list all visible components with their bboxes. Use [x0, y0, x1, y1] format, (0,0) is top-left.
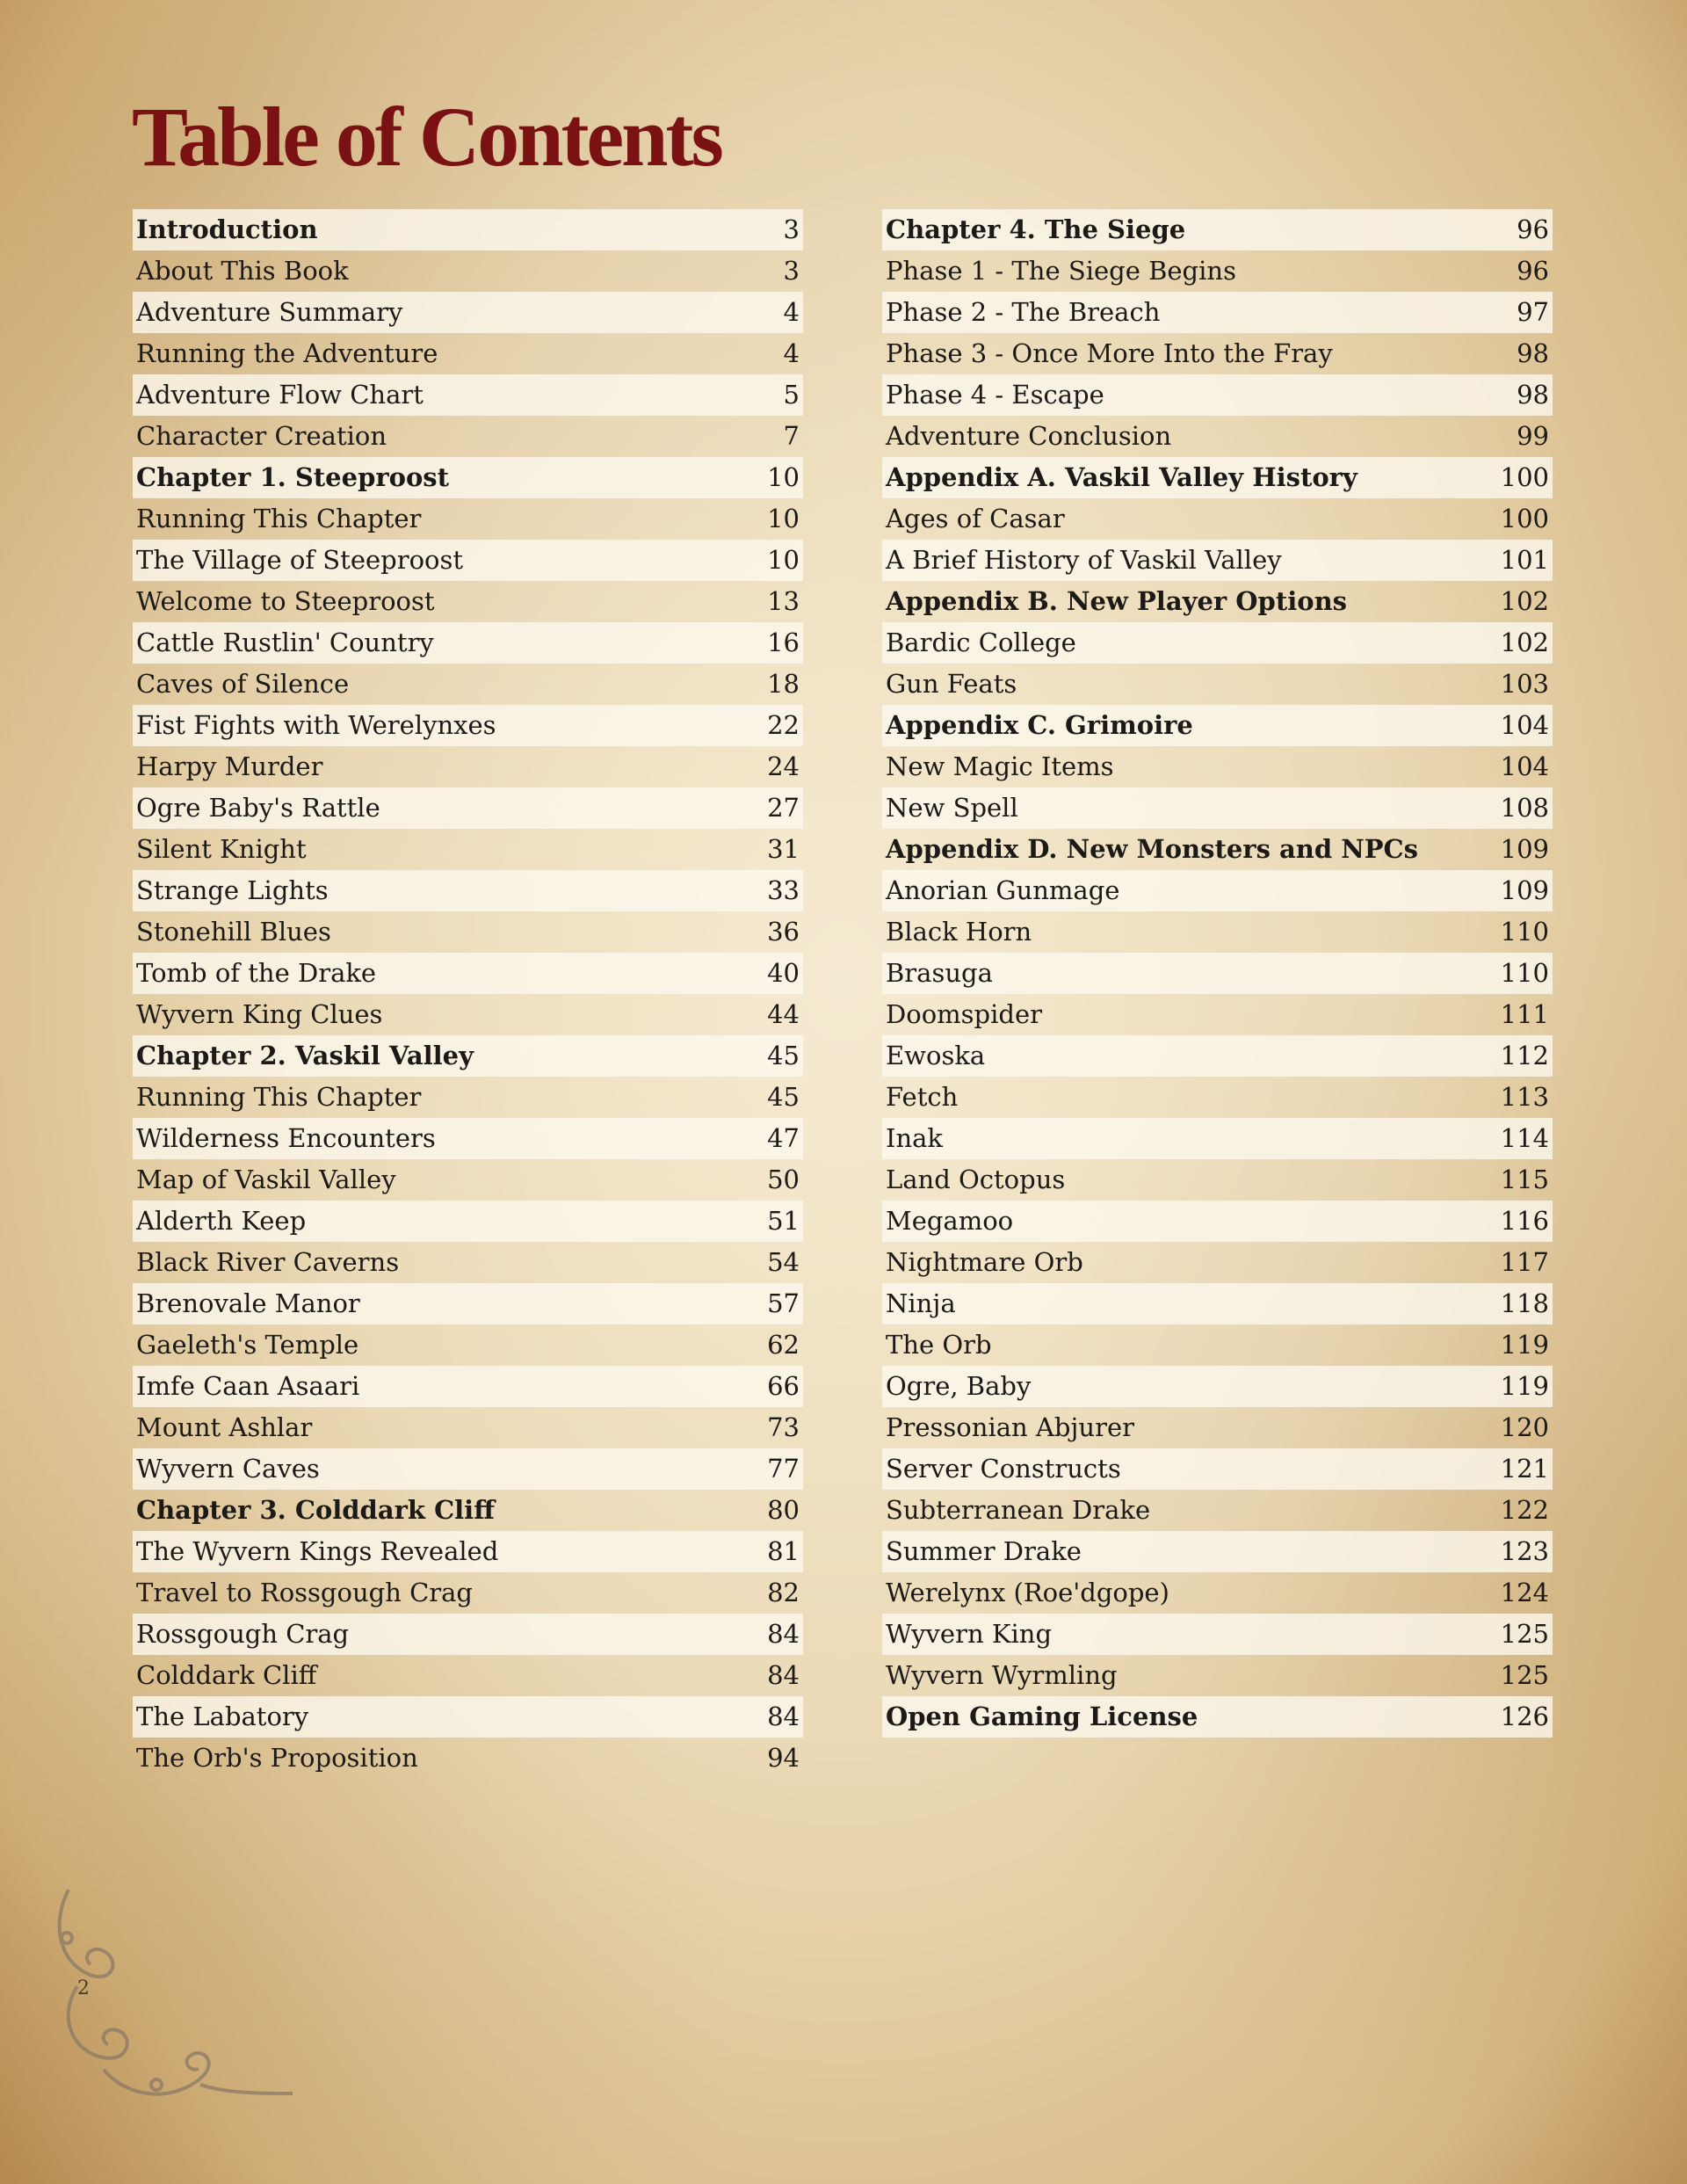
toc-entry-page: 110 [1500, 958, 1549, 988]
toc-entry-label: New Spell [886, 793, 1018, 823]
toc-entry-page: 81 [767, 1536, 800, 1566]
toc-entry[interactable] [133, 1077, 803, 1118]
toc-entry-label: Colddark Cliff [136, 1660, 317, 1690]
toc-entry-label: Strange Lights [136, 875, 329, 905]
toc-entry-label: Welcome to Steeproost [136, 586, 435, 616]
toc-entry-page: 124 [1500, 1578, 1549, 1607]
toc-entry-page: 103 [1500, 669, 1549, 699]
toc-entry-label: Phase 2 - The Breach [886, 297, 1161, 327]
toc-entry[interactable] [133, 581, 803, 622]
toc-entry-label: Black River Caverns [136, 1247, 400, 1277]
toc-entry[interactable] [133, 1242, 803, 1283]
toc-entry-page: 62 [767, 1330, 800, 1360]
toc-entry-label: Chapter 2. Vaskil Valley [136, 1041, 474, 1070]
toc-column-left [133, 209, 803, 1779]
toc-entry-page: 116 [1500, 1206, 1549, 1236]
toc-entry-label: Imfe Caan Asaari [136, 1371, 360, 1401]
page-title: Table of Contents [132, 90, 721, 184]
toc-entry-page: 22 [767, 710, 800, 740]
toc-entry[interactable] [882, 292, 1553, 333]
toc-entry-page: 119 [1500, 1371, 1549, 1401]
toc-entry[interactable] [882, 1490, 1553, 1531]
toc-entry-label: Pressonian Abjurer [886, 1412, 1134, 1442]
toc-entry[interactable] [133, 292, 803, 333]
toc-entry-label: Phase 4 - Escape [886, 380, 1104, 410]
toc-entry[interactable] [133, 498, 803, 540]
toc-entry-label: Alderth Keep [136, 1206, 307, 1236]
toc-entry[interactable] [133, 1283, 803, 1324]
toc-entry[interactable] [133, 664, 803, 705]
toc-entry[interactable] [882, 1407, 1553, 1448]
toc-entry-page: 40 [767, 958, 800, 988]
toc-entry-page: 98 [1517, 338, 1549, 368]
toc-entry-page: 99 [1517, 421, 1549, 451]
toc-entry-page: 100 [1500, 504, 1549, 533]
toc-entry-page: 4 [783, 297, 800, 327]
toc-entry-page: 73 [767, 1412, 800, 1442]
toc-entry-page: 117 [1500, 1247, 1549, 1277]
toc-entry[interactable] [882, 1283, 1553, 1324]
toc-entry-page: 120 [1500, 1412, 1549, 1442]
toc-entry-label: Introduction [136, 214, 318, 244]
toc-entry-label: Subterranean Drake [886, 1495, 1151, 1525]
toc-entry-page: 7 [783, 421, 800, 451]
toc-entry-label: Ages of Casar [886, 504, 1065, 533]
toc-entry[interactable] [882, 1118, 1553, 1159]
toc-entry-page: 84 [767, 1619, 800, 1649]
toc-entry-page: 27 [767, 793, 800, 823]
toc-entry-label: Caves of Silence [136, 669, 350, 699]
toc-section-heading[interactable] [133, 457, 803, 498]
toc-entry[interactable] [133, 787, 803, 829]
toc-entry-label: New Magic Items [886, 751, 1114, 781]
toc-entry-page: 57 [767, 1288, 800, 1318]
toc-entry-page: 36 [767, 917, 800, 947]
toc-entry-label: Appendix A. Vaskil Valley History [886, 462, 1358, 492]
toc-entry[interactable] [882, 953, 1553, 994]
toc-entry-label: Harpy Murder [136, 751, 323, 781]
toc-entry-label: Stonehill Blues [136, 917, 331, 947]
toc-entry[interactable] [882, 746, 1553, 787]
toc-entry[interactable] [133, 1201, 803, 1242]
toc-entry-label: Appendix D. New Monsters and NPCs [886, 834, 1418, 864]
toc-entry-page: 119 [1500, 1330, 1549, 1360]
toc-entry-label: Adventure Summary [136, 297, 403, 327]
toc-entry-page: 80 [767, 1495, 800, 1525]
toc-section-heading[interactable] [133, 209, 803, 250]
toc-entry-page: 5 [783, 380, 800, 410]
toc-entry-page: 45 [767, 1041, 800, 1070]
toc-entry-label: Appendix C. Grimoire [886, 710, 1193, 740]
toc-entry-label: Gun Feats [886, 669, 1017, 699]
toc-entry-page: 102 [1500, 628, 1549, 657]
toc-entry-page: 33 [767, 875, 800, 905]
toc-entry[interactable] [882, 1614, 1553, 1655]
toc-section-heading[interactable] [882, 705, 1553, 746]
toc-entry-label: Nightmare Orb [886, 1247, 1083, 1277]
toc-entry[interactable] [882, 1655, 1553, 1696]
toc-entry-page: 10 [767, 545, 800, 575]
toc-entry-label: Fetch [886, 1082, 959, 1112]
toc-entry[interactable] [133, 1738, 803, 1779]
toc-entry-label: A Brief History of Vaskil Valley [886, 545, 1282, 575]
toc-entry[interactable] [133, 1614, 803, 1655]
toc-entry[interactable] [133, 746, 803, 787]
toc-entry[interactable] [882, 787, 1553, 829]
toc-entry-page: 82 [767, 1578, 800, 1607]
toc-entry-page: 97 [1517, 297, 1549, 327]
toc-section-heading[interactable] [882, 1696, 1553, 1738]
toc-section-heading[interactable] [882, 581, 1553, 622]
toc-entry-label: Ewoska [886, 1041, 986, 1070]
toc-entry[interactable] [133, 994, 803, 1035]
toc-entry[interactable] [133, 870, 803, 911]
toc-entry[interactable] [882, 994, 1553, 1035]
toc-entry-page: 101 [1500, 545, 1549, 575]
toc-entry-page: 123 [1500, 1536, 1549, 1566]
toc-entry-label: Brasuga [886, 958, 993, 988]
toc-entry-label: Open Gaming License [886, 1701, 1198, 1731]
toc-entry[interactable] [882, 540, 1553, 581]
toc-entry[interactable] [882, 1077, 1553, 1118]
toc-entry-label: Ninja [886, 1288, 956, 1318]
toc-entry-label: Chapter 1. Steeproost [136, 462, 450, 492]
toc-entry[interactable] [133, 1531, 803, 1572]
toc-entry-label: The Labatory [136, 1701, 309, 1731]
toc-entry-label: Wyvern Caves [136, 1454, 320, 1484]
toc-entry-page: 84 [767, 1701, 800, 1731]
toc-entry[interactable] [133, 333, 803, 374]
toc-entry-page: 66 [767, 1371, 800, 1401]
toc-entry-label: About This Book [136, 256, 349, 286]
toc-entry-label: Phase 3 - Once More Into the Fray [886, 338, 1333, 368]
toc-entry-label: Bardic College [886, 628, 1076, 657]
toc-entry[interactable] [882, 1242, 1553, 1283]
toc-entry[interactable] [882, 374, 1553, 416]
toc-section-heading[interactable] [882, 829, 1553, 870]
toc-entry-page: 113 [1500, 1082, 1549, 1112]
toc-entry-page: 109 [1500, 875, 1549, 905]
toc-entry-page: 16 [767, 628, 800, 657]
toc-entry-label: Gaeleth's Temple [136, 1330, 359, 1360]
toc-entry-label: Summer Drake [886, 1536, 1082, 1566]
toc-entry-page: 10 [767, 462, 800, 492]
toc-entry-label: Wyvern King [886, 1619, 1053, 1649]
toc-entry-label: Adventure Flow Chart [136, 380, 424, 410]
toc-entry-label: Adventure Conclusion [886, 421, 1172, 451]
toc-entry-page: 10 [767, 504, 800, 533]
toc-entry[interactable] [882, 1531, 1553, 1572]
toc-entry-page: 77 [767, 1454, 800, 1484]
toc-entry-label: Wyvern Wyrmling [886, 1660, 1118, 1690]
toc-entry-page: 108 [1500, 793, 1549, 823]
toc-entry-page: 104 [1500, 710, 1549, 740]
page-number: 2 [77, 1977, 90, 1999]
toc-entry-label: Wyvern King Clues [136, 999, 383, 1029]
toc-entry-label: Running the Adventure [136, 338, 438, 368]
toc-column-right [882, 209, 1553, 1738]
toc-entry-label: Running This Chapter [136, 504, 422, 533]
toc-entry-page: 51 [767, 1206, 800, 1236]
toc-entry-page: 94 [767, 1743, 800, 1773]
toc-entry[interactable] [882, 1324, 1553, 1366]
toc-section-heading[interactable] [882, 457, 1553, 498]
toc-entry[interactable] [882, 1201, 1553, 1242]
toc-entry-page: 96 [1517, 256, 1549, 286]
toc-entry-label: Mount Ashlar [136, 1412, 313, 1442]
toc-entry-page: 100 [1500, 462, 1549, 492]
toc-entry[interactable] [133, 1407, 803, 1448]
toc-entry-page: 104 [1500, 751, 1549, 781]
toc-entry-label: Ogre Baby's Rattle [136, 793, 380, 823]
toc-entry[interactable] [882, 870, 1553, 911]
toc-entry-page: 125 [1500, 1660, 1549, 1690]
toc-entry[interactable] [133, 953, 803, 994]
toc-entry-page: 121 [1500, 1454, 1549, 1484]
toc-entry-label: The Orb [886, 1330, 992, 1360]
toc-entry[interactable] [882, 1366, 1553, 1407]
toc-entry-page: 126 [1500, 1701, 1549, 1731]
toc-entry[interactable] [133, 911, 803, 953]
toc-entry-page: 122 [1500, 1495, 1549, 1525]
toc-entry-label: Anorian Gunmage [886, 875, 1120, 905]
toc-entry-label: Travel to Rossgough Crag [136, 1578, 473, 1607]
toc-entry-label: Black Horn [886, 917, 1032, 947]
toc-entry[interactable] [133, 829, 803, 870]
toc-entry-label: The Wyvern Kings Revealed [136, 1536, 499, 1566]
toc-entry[interactable] [882, 1035, 1553, 1077]
toc-entry[interactable] [133, 374, 803, 416]
toc-entry-page: 98 [1517, 380, 1549, 410]
toc-entry-page: 4 [783, 338, 800, 368]
toc-entry[interactable] [133, 540, 803, 581]
toc-entry-page: 118 [1500, 1288, 1549, 1318]
toc-entry-label: The Orb's Proposition [136, 1743, 418, 1773]
toc-entry-label: Phase 1 - The Siege Begins [886, 256, 1236, 286]
toc-entry[interactable] [133, 1118, 803, 1159]
toc-entry-label: Ogre, Baby [886, 1371, 1032, 1401]
toc-entry-page: 114 [1500, 1123, 1549, 1153]
toc-entry-page: 45 [767, 1082, 800, 1112]
toc-entry-label: Appendix B. New Player Options [886, 586, 1347, 616]
toc-entry-label: Silent Knight [136, 834, 307, 864]
toc-entry-page: 96 [1517, 214, 1549, 244]
toc-entry[interactable] [882, 498, 1553, 540]
toc-entry-label: Tomb of the Drake [136, 958, 377, 988]
toc-entry-page: 112 [1500, 1041, 1549, 1070]
toc-entry[interactable] [882, 1448, 1553, 1490]
toc-entry[interactable] [882, 250, 1553, 292]
toc-entry-page: 50 [767, 1165, 800, 1194]
toc-entry-page: 102 [1500, 586, 1549, 616]
toc-entry-label: Brenovale Manor [136, 1288, 360, 1318]
toc-entry-label: The Village of Steeproost [136, 545, 464, 575]
toc-entry[interactable] [882, 416, 1553, 457]
toc-entry[interactable] [882, 333, 1553, 374]
toc-entry-label: Rossgough Crag [136, 1619, 350, 1649]
toc-entry-label: Chapter 3. Colddark Cliff [136, 1495, 495, 1525]
toc-entry-page: 13 [767, 586, 800, 616]
toc-entry[interactable] [882, 911, 1553, 953]
toc-entry-label: Land Octopus [886, 1165, 1066, 1194]
toc-entry[interactable] [882, 1572, 1553, 1614]
toc-entry-page: 115 [1500, 1165, 1549, 1194]
toc-entry-page: 31 [767, 834, 800, 864]
toc-entry[interactable] [133, 1696, 803, 1738]
toc-entry-page: 111 [1500, 999, 1549, 1029]
toc-entry-page: 54 [767, 1247, 800, 1277]
corner-flourish-icon [51, 1890, 306, 2109]
toc-section-heading[interactable] [882, 209, 1553, 250]
toc-entry[interactable] [882, 1159, 1553, 1201]
toc-entry-page: 18 [767, 669, 800, 699]
toc-entry-page: 24 [767, 751, 800, 781]
toc-section-heading[interactable] [133, 1490, 803, 1531]
toc-entry-page: 47 [767, 1123, 800, 1153]
toc-entry-page: 109 [1500, 834, 1549, 864]
toc-entry[interactable] [133, 705, 803, 746]
toc-entry-label: Werelynx (Roe'dgope) [886, 1578, 1169, 1607]
toc-entry-page: 110 [1500, 917, 1549, 947]
toc-entry-label: Wilderness Encounters [136, 1123, 436, 1153]
toc-entry[interactable] [133, 1655, 803, 1696]
toc-entry-label: Doomspider [886, 999, 1042, 1029]
toc-entry-page: 125 [1500, 1619, 1549, 1649]
toc-entry[interactable] [133, 1159, 803, 1201]
toc-entry-page: 84 [767, 1660, 800, 1690]
toc-entry-label: Running This Chapter [136, 1082, 422, 1112]
toc-entry[interactable] [133, 1572, 803, 1614]
toc-entry[interactable] [133, 1366, 803, 1407]
toc-entry[interactable] [882, 664, 1553, 705]
toc-entry[interactable] [133, 622, 803, 664]
toc-entry-label: Character Creation [136, 421, 387, 451]
toc-entry[interactable] [133, 1324, 803, 1366]
toc-entry-label: Map of Vaskil Valley [136, 1165, 396, 1194]
toc-entry-label: Server Constructs [886, 1454, 1121, 1484]
toc-entry[interactable] [133, 416, 803, 457]
toc-entry-label: Fist Fights with Werelynxes [136, 710, 496, 740]
toc-entry-page: 3 [783, 214, 800, 244]
toc-entry-label: Cattle Rustlin' Country [136, 628, 434, 657]
toc-entry[interactable] [133, 250, 803, 292]
toc-entry-page: 3 [783, 256, 800, 286]
toc-entry[interactable] [133, 1448, 803, 1490]
toc-entry[interactable] [882, 622, 1553, 664]
toc-entry-label: Inak [886, 1123, 943, 1153]
toc-entry-label: Megamoo [886, 1206, 1014, 1236]
toc-section-heading[interactable] [133, 1035, 803, 1077]
toc-entry-label: Chapter 4. The Siege [886, 214, 1186, 244]
toc-entry-page: 44 [767, 999, 800, 1029]
